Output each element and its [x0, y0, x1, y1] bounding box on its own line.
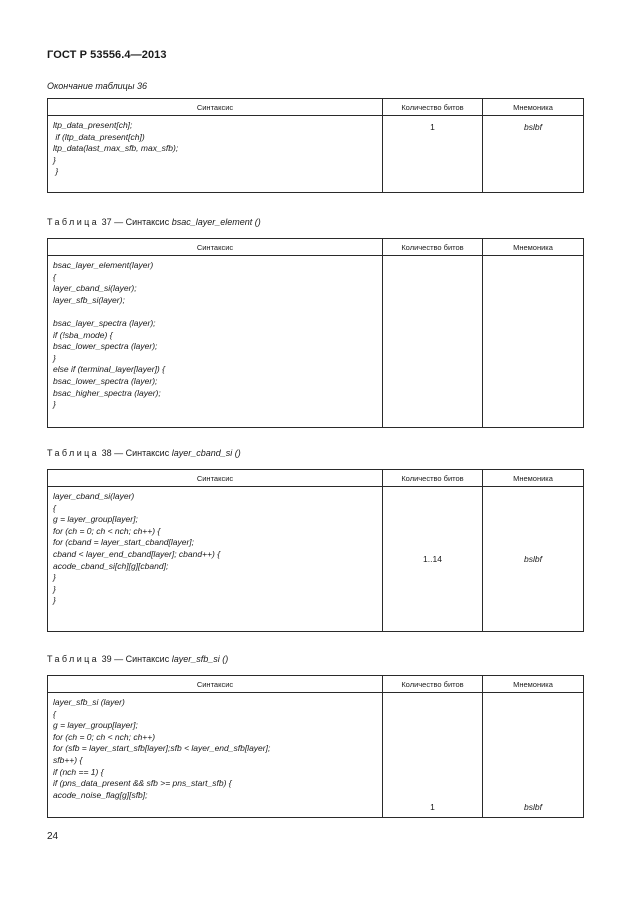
caption-prefix: Таблица: [47, 217, 100, 227]
code-line: layer_sfb_si (layer): [53, 697, 125, 707]
bits-cell: 1: [383, 693, 483, 818]
code-line: bsac_lower_spectra (layer);: [53, 341, 158, 352]
code-line: }: [53, 583, 56, 594]
column-header-mnemonic: Мнемоника: [483, 239, 584, 256]
code-block: [48, 693, 382, 803]
code-line: {: [53, 502, 56, 513]
mnemonic-cell: [483, 256, 584, 428]
column-header-bits: Количество битов: [383, 470, 483, 487]
column-header-bits: Количество битов: [383, 239, 483, 256]
code-line: {: [53, 708, 56, 719]
code-line: layer_cband_si(layer): [53, 491, 135, 501]
code-line: for (ch = 0; ch < nch; ch++) {: [53, 525, 161, 536]
table-38-caption: [47, 448, 241, 458]
code-line: g = layer_group[layer];: [53, 514, 138, 525]
code-line: if (!sba_mode) {: [53, 329, 113, 340]
code-line: bsac_layer_spectra (layer);: [53, 317, 156, 328]
bits-cell: 1: [383, 116, 483, 193]
table-39: [47, 675, 584, 818]
column-header-mnemonic: Мнемоника: [483, 99, 584, 116]
code-line: if (nch == 1) {: [53, 766, 104, 777]
code-line: }: [53, 352, 56, 363]
code-line: acode_noise_flag[g][sfb];: [53, 789, 148, 800]
caption-prefix: Таблица: [47, 448, 100, 458]
code-line: bsac_higher_spectra (layer);: [53, 387, 161, 398]
code-line: ltp_data_present[ch];: [53, 120, 133, 130]
column-header-mnemonic: Мнемоника: [483, 676, 584, 693]
code-line: cband < layer_end_cband[layer]; cband++) {: [53, 548, 221, 559]
document-header: ГОСТ Р 53556.4—2013: [47, 49, 167, 61]
syntax-cell: [48, 116, 383, 193]
column-header-bits: Количество битов: [383, 676, 483, 693]
code-line: bsac_layer_element(layer): [53, 260, 154, 270]
table-39-caption: [47, 654, 228, 664]
code-line: bsac_lower_spectra (layer);: [53, 375, 158, 386]
caption-text: 38 — Синтаксис: [101, 448, 170, 458]
code-line: layer_cband_si(layer);: [53, 283, 137, 294]
caption-function: layer_sfb_si (): [171, 654, 229, 664]
code-line: }: [53, 399, 56, 410]
bits-cell: 1..14: [383, 487, 483, 632]
table-36-caption: Окончание таблицы 36: [47, 81, 147, 91]
caption-text: 37 — Синтаксис: [101, 217, 170, 227]
code-line: sfb++) {: [53, 754, 83, 765]
syntax-cell: [48, 693, 383, 818]
column-header-syntax: Синтаксис: [48, 99, 383, 116]
code-line: if (ltp_data_present[ch]): [53, 131, 145, 142]
column-header-syntax: Синтаксис: [48, 239, 383, 256]
code-line: else if (terminal_layer[layer]) {: [53, 364, 165, 375]
code-block: [48, 116, 382, 180]
caption-function: bsac_layer_element (): [171, 217, 261, 227]
syntax-cell: [48, 256, 383, 428]
syntax-cell: [48, 487, 383, 632]
column-header-bits: Количество битов: [383, 99, 483, 116]
code-line: if (pns_data_present && sfb >= pns_start_sfb) {: [53, 778, 232, 789]
code-line: for (ch = 0; ch < nch; ch++): [53, 731, 156, 742]
code-line: }: [53, 166, 59, 177]
code-line: layer_sfb_si(layer);: [53, 294, 125, 305]
code-line: g = layer_group[layer];: [53, 720, 138, 731]
table-37: [47, 238, 584, 428]
table-36: [47, 98, 584, 193]
code-line: ltp_data(last_max_sfb, max_sfb);: [53, 143, 179, 154]
mnemonic-cell: bslbf: [483, 116, 584, 193]
code-line: acode_cband_si[ch][g][cband];: [53, 560, 169, 571]
code-line: [53, 306, 378, 318]
table-37-caption: [47, 217, 261, 227]
mnemonic-cell: bslbf: [483, 693, 584, 818]
code-block: [48, 256, 382, 413]
code-line: {: [53, 271, 56, 282]
table-38: [47, 469, 584, 632]
code-block: [48, 487, 382, 609]
code-line: }: [53, 154, 56, 165]
bits-cell: [383, 256, 483, 428]
mnemonic-cell: bslbf: [483, 487, 584, 632]
page-number: 24: [47, 831, 59, 842]
caption-prefix: Таблица: [47, 654, 100, 664]
code-line: }: [53, 595, 56, 606]
column-header-syntax: Синтаксис: [48, 470, 383, 487]
caption-function: layer_cband_si (): [171, 448, 241, 458]
caption-text: 39 — Синтаксис: [101, 654, 170, 664]
column-header-mnemonic: Мнемоника: [483, 470, 584, 487]
code-line: for (sfb = layer_start_sfb[layer];sfb < layer_end_sfb[layer];: [53, 743, 271, 754]
code-line: }: [53, 572, 56, 583]
column-header-syntax: Синтаксис: [48, 676, 383, 693]
code-line: for (cband = layer_start_cband[layer];: [53, 537, 195, 548]
